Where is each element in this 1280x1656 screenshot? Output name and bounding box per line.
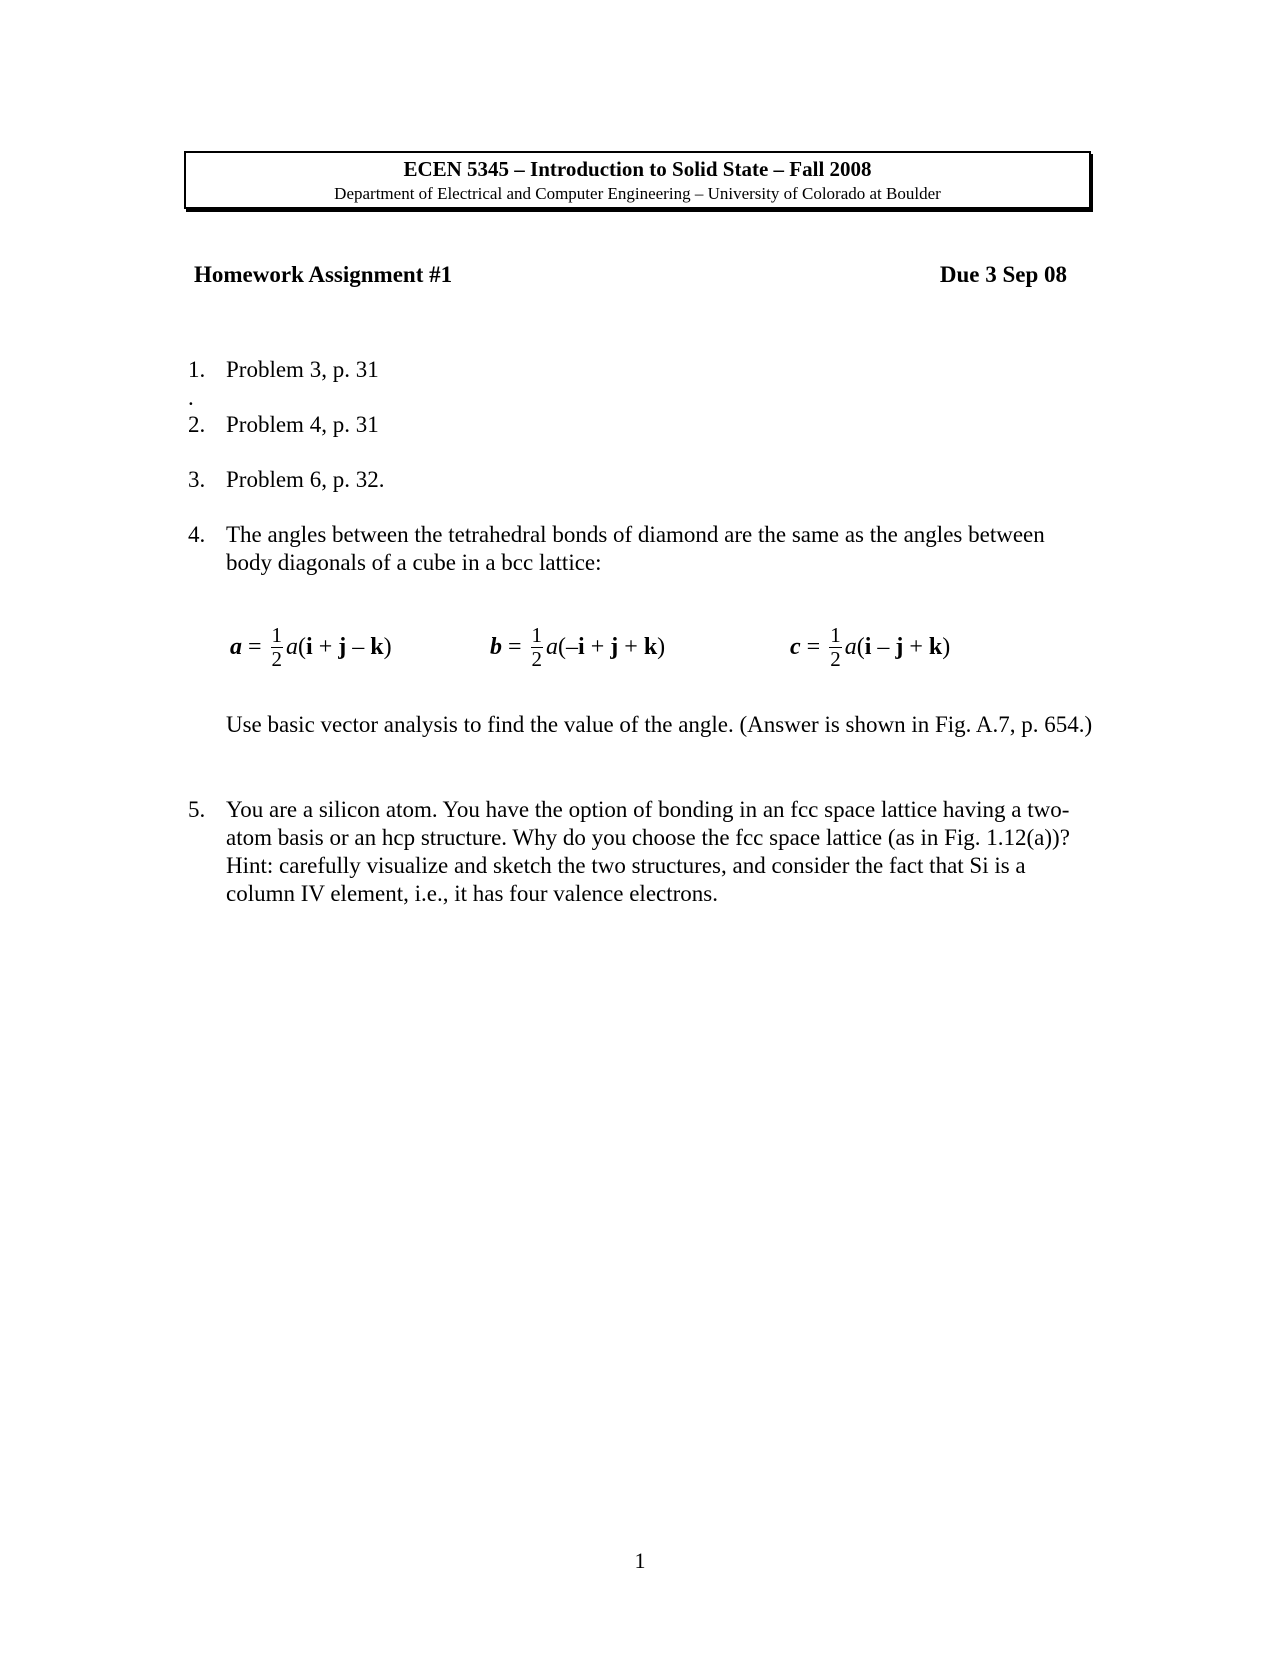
fraction-denominator: 2	[271, 647, 283, 671]
equation-b	[490, 624, 665, 671]
equation-term-i: i	[306, 634, 313, 660]
department-line: Department of Electrical and Computer Engineering – University of Colorado at Boulder	[334, 184, 941, 203]
equation-c	[790, 624, 950, 671]
equation-term-i: i	[864, 634, 872, 660]
equation-lhs: c	[790, 634, 801, 660]
course-header-box	[184, 151, 1091, 209]
problem-number: 2.	[188, 412, 206, 437]
problem-number: 4.	[188, 522, 206, 547]
fraction-numerator: 1	[830, 623, 841, 647]
assignment-title: Homework Assignment #1	[194, 262, 453, 287]
equation-close-paren: )	[942, 634, 951, 660]
problem-text: Problem 3, p. 31	[226, 357, 379, 382]
equation-close-paren: )	[383, 634, 392, 660]
equation-lhs: a	[230, 634, 242, 660]
equation-coefficient: a	[286, 634, 299, 660]
equation-open-paren: (	[298, 634, 307, 660]
equation-term-k: k	[370, 634, 384, 660]
equation-close-paren: )	[657, 634, 666, 660]
fraction-numerator: 1	[271, 623, 283, 647]
problem-number: 3.	[188, 467, 206, 492]
equation-operator: +	[618, 634, 644, 660]
equation-coefficient: a	[844, 634, 857, 660]
equation-open-paren: (	[558, 634, 567, 660]
equation-term-i: i	[578, 634, 585, 660]
equation-fraction	[271, 624, 284, 671]
problem-text: Problem 4, p. 31	[226, 412, 379, 437]
equation-operator: +	[312, 634, 339, 660]
fraction-numerator: 1	[531, 623, 543, 647]
equation-term-k: k	[928, 634, 943, 660]
problem-number: 1. .	[188, 357, 206, 410]
equation-sign: –	[566, 634, 579, 660]
problem-text: Problem 6, p. 32.	[226, 467, 385, 492]
problem-text: The angles between the tetrahedral bonds of diamond are the same as the angles between body diagonals of a cube in a bcc lattice:	[226, 522, 1045, 575]
problem-4-note: Use basic vector analysis to find the value of the angle. (Answer is shown in Fig. A.7, p. 654.)	[226, 712, 1093, 737]
equation-lhs: b	[490, 634, 502, 660]
equation-term-j: j	[610, 634, 619, 660]
problem-text: You are a silicon atom. You have the option of bonding in an fcc space lattice having a two-atom basis or an hcp structure. Why do you choose the fcc space lattice (as in Fig. 1.12(a))? Hint: carefully visualize and sketch the two structures, and consider the fact that Si is a column IV element, i.e., it has four valence electrons.	[226, 797, 1070, 906]
equation-term-j: j	[895, 634, 904, 660]
equation-operator: –	[871, 634, 896, 660]
equation-operator: +	[903, 634, 929, 660]
equation-equals: =	[502, 634, 528, 660]
page-number: 1	[634, 1548, 646, 1573]
course-title: ECEN 5345 – Introduction to Solid State – Fall 2008	[403, 157, 872, 181]
equation-operator: –	[346, 634, 371, 660]
equation-term-j: j	[338, 634, 347, 660]
equation-term-k: k	[643, 634, 658, 660]
equation-a	[230, 624, 392, 671]
equation-equals: =	[800, 634, 827, 660]
equation-fraction	[829, 624, 842, 671]
fraction-denominator: 2	[531, 647, 543, 671]
equation-fraction	[531, 624, 544, 671]
equation-coefficient: a	[546, 634, 559, 660]
problem-number: 5.	[188, 797, 206, 822]
due-date: Due 3 Sep 08	[939, 262, 1067, 287]
fraction-denominator: 2	[830, 647, 841, 671]
equation-operator: +	[584, 634, 611, 660]
equation-open-paren: (	[856, 634, 865, 660]
equation-equals: =	[242, 634, 268, 660]
